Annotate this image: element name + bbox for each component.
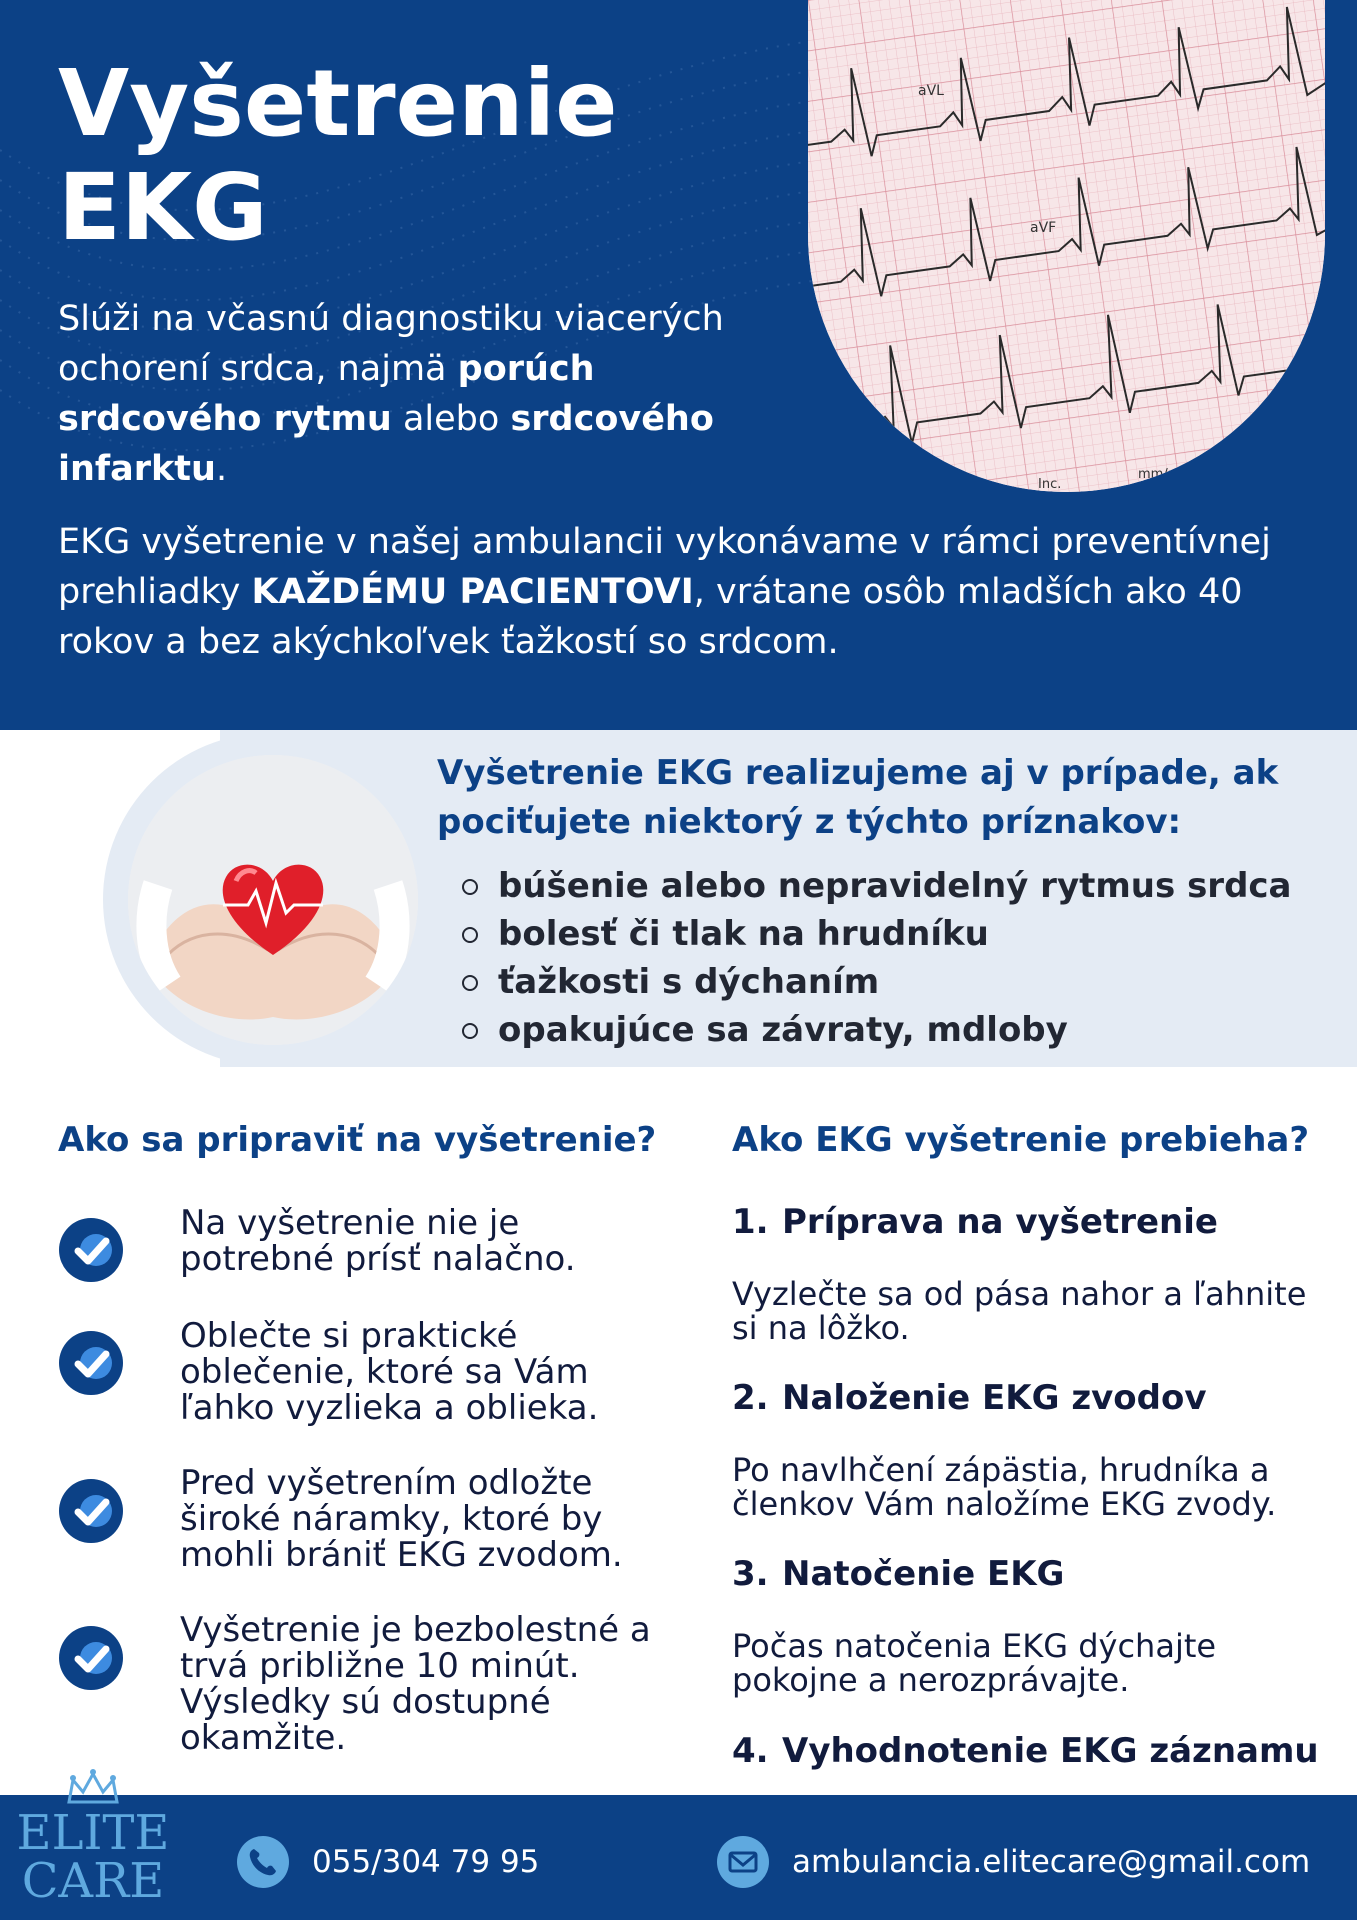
crown-icon: [63, 1768, 123, 1808]
heart-in-hands-image: [128, 755, 418, 1045]
envelope-icon: [717, 1836, 769, 1888]
ekg-scale-label: mm/mV 50Hz: [1138, 467, 1227, 482]
check-circle-icon: [58, 1625, 124, 1691]
ekg-lead-label: aVL: [918, 83, 944, 99]
symptoms-list: [462, 862, 1292, 1054]
hero-section: [0, 0, 1357, 730]
list-item: [462, 958, 1292, 1006]
intro-paragraph-2: [58, 517, 1308, 667]
step-text: Vyzlečte sa od pása nahor a ľahnite si na lôžko.: [732, 1275, 1307, 1347]
title-line-1: Vyšetrenie: [58, 50, 618, 157]
step-number: 3.: [732, 1554, 769, 1594]
list-item: [462, 1006, 1292, 1054]
prepare-heading: Ako sa pripraviť na vyšetrenie?: [58, 1120, 657, 1160]
symptoms-title: Vyšetrenie EKG realizujeme aj v prípade, ak pociťujete niektorý z týchto príznakov:: [437, 753, 1279, 842]
bullet-circle-icon: [462, 927, 478, 943]
page-title: [58, 52, 618, 260]
step-title: [732, 1729, 1319, 1773]
ekg-inc-label: Inc.: [1038, 477, 1062, 492]
title-line-2: EKG: [58, 154, 268, 261]
symptom-text: bolesť či tlak na hrudníku: [498, 914, 989, 954]
intro-text: Slúži na včasnú diagnostiku viacerých ochorení srdca, najmä: [58, 299, 724, 389]
step-number: 1.: [732, 1202, 769, 1242]
intro-text: EKG vyšetrenie v našej ambulancii vykonávame v rámci preventívnej prehliadky: [58, 522, 1271, 612]
list-item: [462, 862, 1292, 910]
step-title: [732, 1376, 1207, 1420]
footer-phone[interactable]: 055/304 79 95: [312, 1844, 540, 1880]
step-title-text: Vyhodnotenie EKG záznamu: [782, 1731, 1319, 1771]
footer-email[interactable]: ambulancia.elitecare@gmail.com: [792, 1844, 1311, 1880]
logo-text-line-2: CARE: [21, 1853, 165, 1909]
step-title-text: Natočenie EKG: [782, 1554, 1065, 1594]
intro-text: .: [215, 449, 228, 489]
prepare-tip: Oblečte si praktické oblečenie, ktoré sa Vám ľahko vyzlieka a oblieka.: [180, 1316, 599, 1428]
intro-emphasis: porúch srdcového rytmu: [58, 349, 595, 439]
bullet-circle-icon: [462, 879, 478, 895]
prepare-tip: Pred vyšetrením odložte široké náramky, ktoré by mohli brániť EKG zvodom.: [180, 1463, 623, 1575]
intro-text: , vrátane osôb mladších ako 40 rokov a bez akýchkoľvek ťažkostí so srdcom.: [58, 572, 1243, 662]
step-number: 2.: [732, 1378, 769, 1418]
step-title: [732, 1200, 1218, 1244]
ekg-lead-label: aVF: [1030, 220, 1057, 236]
intro-emphasis: srdcového infarktu: [58, 399, 714, 489]
phone-icon: [237, 1836, 289, 1888]
step-number: 4.: [732, 1731, 769, 1771]
step-text: Počas natočenia EKG dýchajte pokojne a nerozprávajte.: [732, 1627, 1217, 1699]
bullet-circle-icon: [462, 975, 478, 991]
ekg-paper-image: [808, 0, 1325, 492]
prepare-tip: Na vyšetrenie nie je potrebné prísť nalačno.: [180, 1203, 576, 1279]
symptom-text: opakujúce sa závraty, mdloby: [498, 1010, 1068, 1050]
bullet-circle-icon: [462, 1023, 478, 1039]
check-circle-icon: [58, 1217, 124, 1283]
process-heading: Ako EKG vyšetrenie prebieha?: [732, 1120, 1310, 1160]
step-title-text: Príprava na vyšetrenie: [782, 1202, 1218, 1242]
check-circle-icon: [58, 1478, 124, 1544]
check-circle-icon: [58, 1330, 124, 1396]
elite-care-logo: [8, 1768, 178, 1908]
list-item: [462, 910, 1292, 958]
intro-paragraph-1: [58, 294, 798, 494]
step-title: [732, 1552, 1064, 1596]
step-title-text: Naloženie EKG zvodov: [782, 1378, 1207, 1418]
prepare-tip: Vyšetrenie je bezbolestné a trvá približne 10 minút. Výsledky sú dostupné okamžite.: [180, 1610, 651, 1758]
intro-emphasis: KAŽDÉMU PACIENTOVI: [251, 572, 694, 612]
step-text: Po navlhčení zápästia, hrudníka a členkov Vám naložíme EKG zvody.: [732, 1451, 1277, 1523]
intro-text: alebo: [391, 399, 511, 439]
logo-text-line-1: ELITE: [16, 1805, 170, 1861]
symptom-text: ťažkosti s dýchaním: [498, 962, 880, 1002]
symptom-text: búšenie alebo nepravidelný rytmus srdca: [498, 866, 1292, 906]
